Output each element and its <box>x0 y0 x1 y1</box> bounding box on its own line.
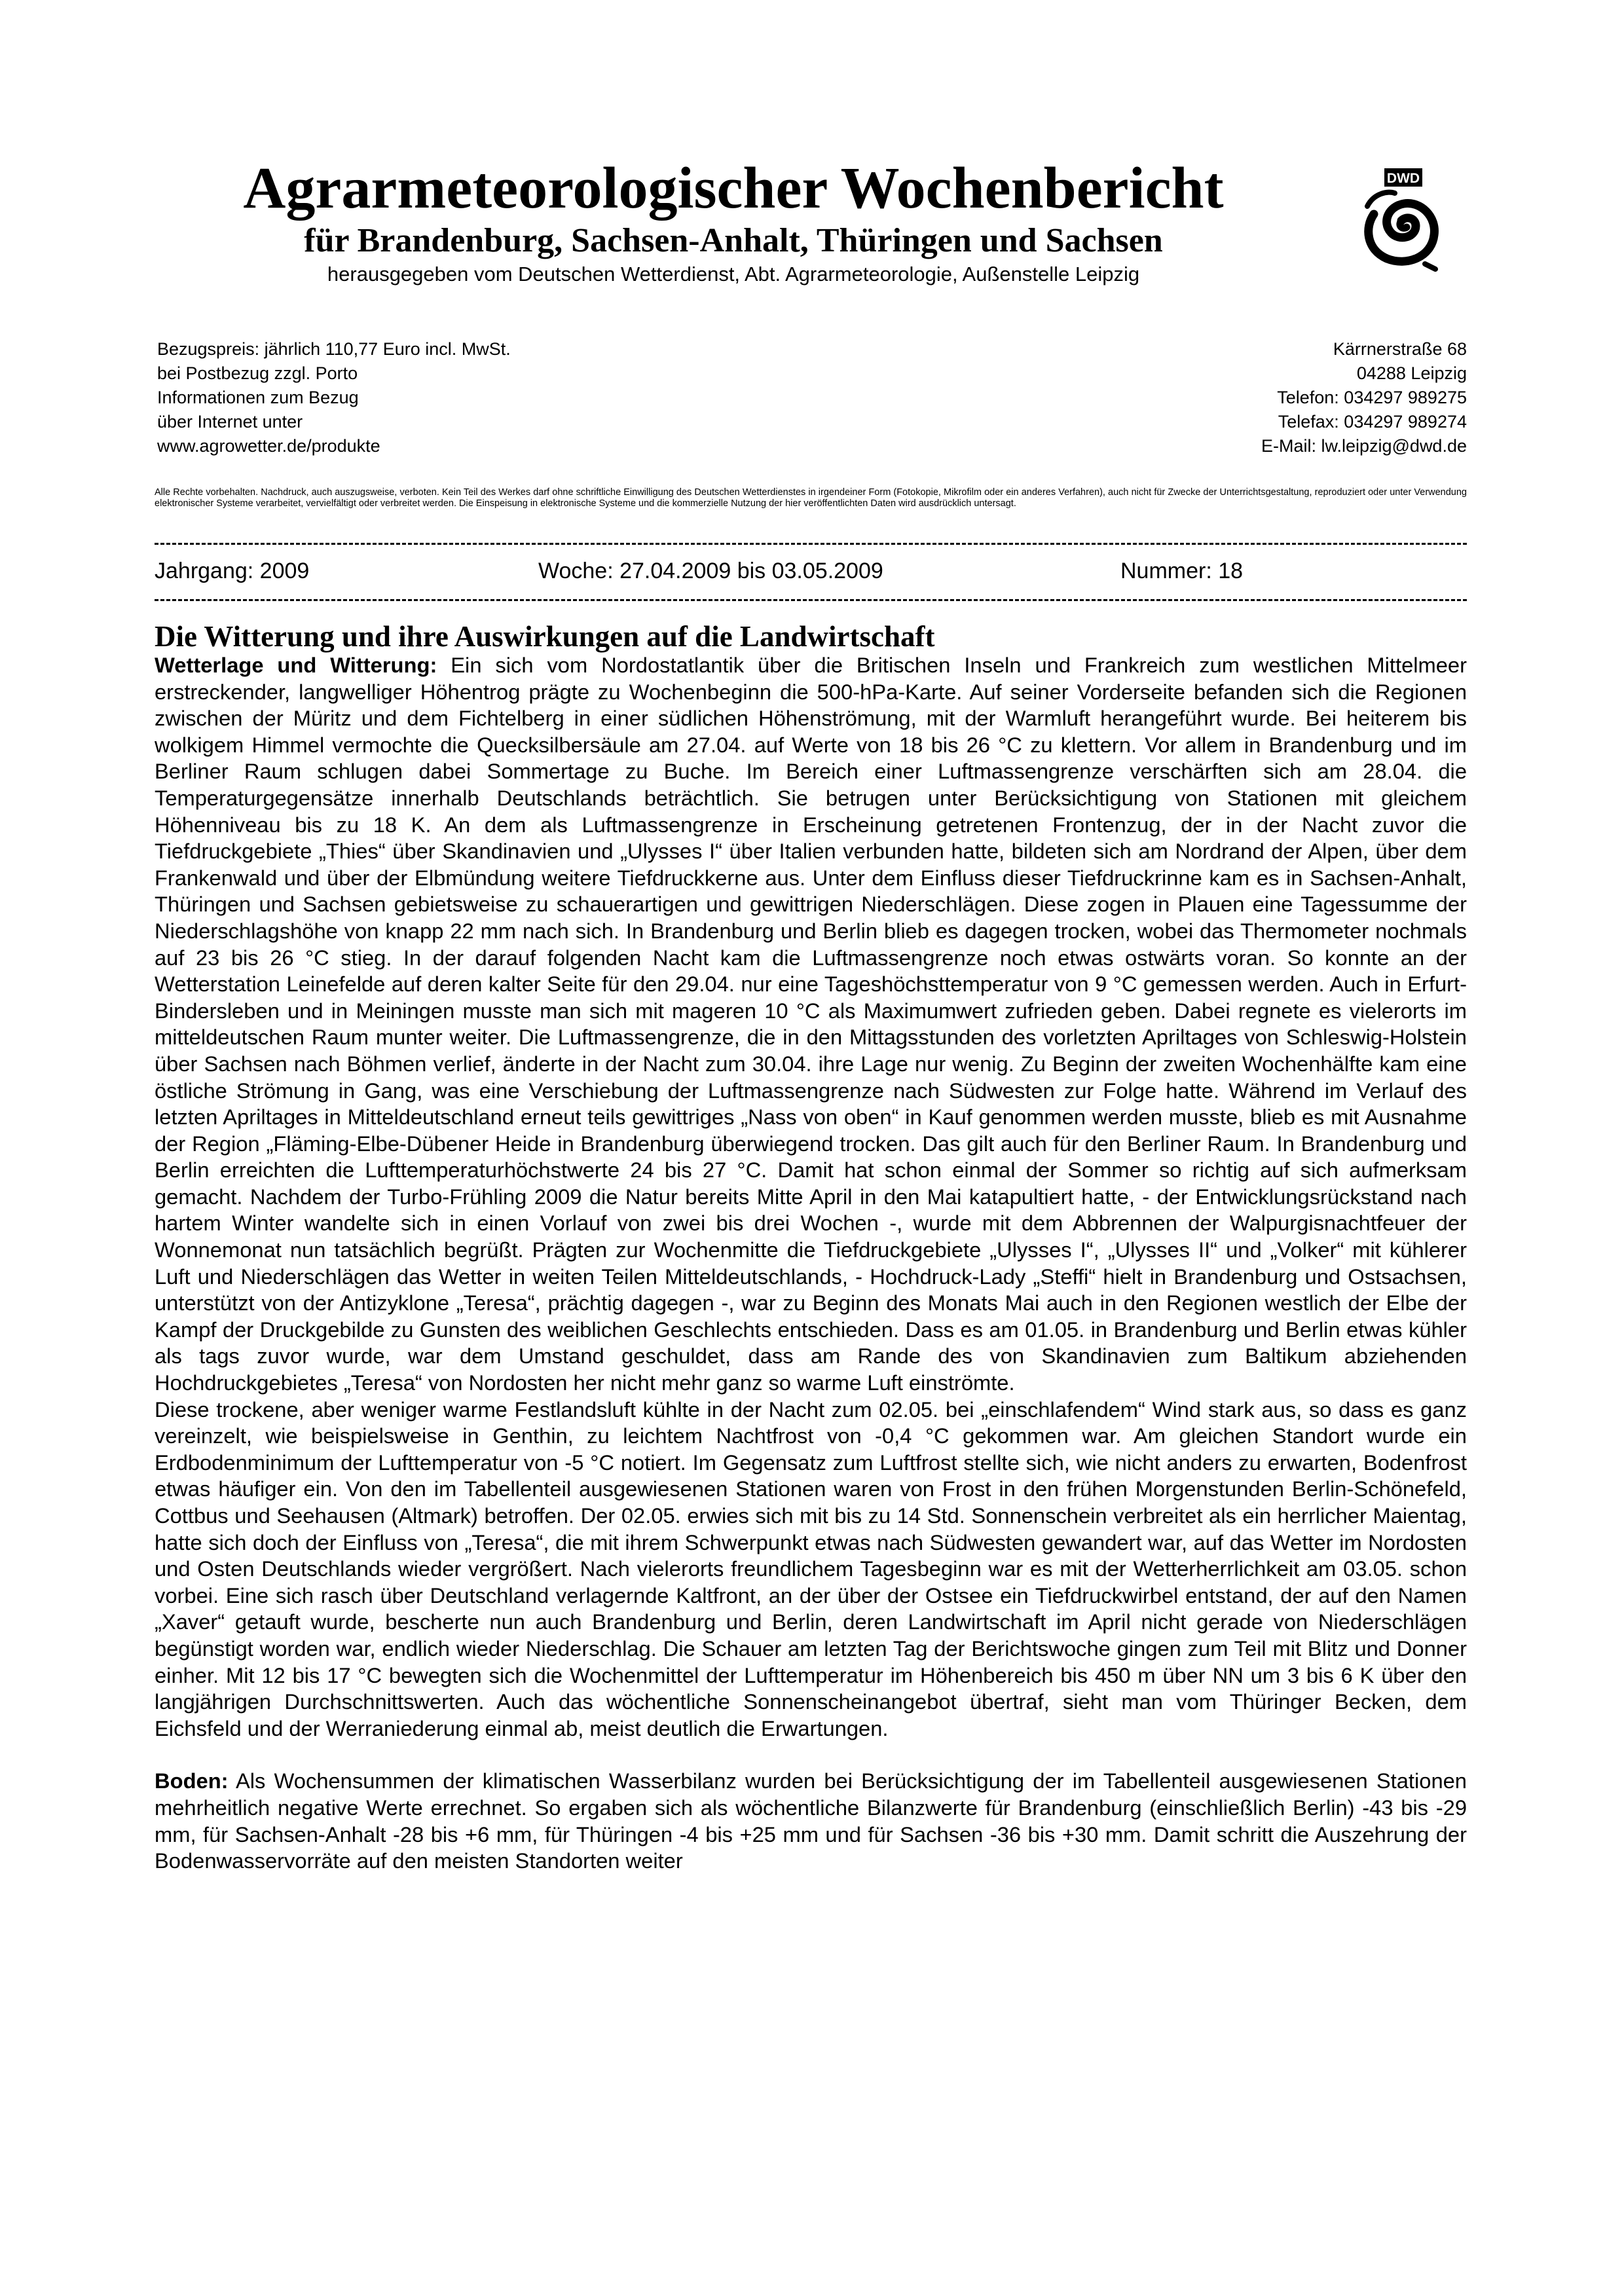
report-body <box>155 652 1467 1875</box>
info-url: www.agrowetter.de/produkte <box>157 436 380 456</box>
issue-year: Jahrgang: 2009 <box>155 559 310 583</box>
subscription-info <box>157 337 747 458</box>
info-internet: über Internet unter <box>157 412 303 431</box>
weather-label: Wetterlage und Witterung: <box>155 653 437 677</box>
soil-text: Als Wochensummen der klimatischen Wasserbilanz wurden bei Berücksichtigung der im Tabellenteil ausgewiesenen Stationen mehrheitlich negative Werte errechnet. So ergaben sich als wöchentliche Bilanzwerte für Brandenburg (einschließlich Berlin) -43 bis -29 mm, für Sachsen-Anhalt -28 bis +6 mm, für Thüringen -4 bis +25 mm und für Sachsen -36 bis +30 mm. Damit schritt die Auszehrung der Bodenwasservorräte auf den meisten Standorten weiter <box>155 1769 1467 1873</box>
contact-email: E-Mail: lw.leipzig@dwd.de <box>1261 436 1467 456</box>
issue-number: Nummer: 18 <box>1120 559 1244 583</box>
weather-text: Ein sich vom Nordostatlantik über die Britischen Inseln und Frankreich zum westlichen Mittelmeer erstreckender, langwelliger Höhentrog prägte zu Wochenbeginn die 500-hPa-Karte. Auf seiner Vorderseite befanden sich die Regionen zwischen der Müritz und dem Fichtelberg in einer südlichen Höhenströmung, mit der Warmluft herangeführt wurde. Bei heiterem bis wolkigem Himmel vermochte die Quecksilbersäule am 27.04. auf Werte von 18 bis 26 °C zu klettern. Vor allem in Brandenburg und im Berliner Raum schlugen dabei Sommertage zu Buche. Im Bereich einer Luftmassengrenze verschärften sich am 28.04. die Temperaturgegensätze innerhalb Deutschlands beträchtlich. Sie betrugen unter Berücksichtigung von Stationen mit gleichem Höhenniveau bis zu 18 K. An dem als Luftmassengrenze in Erscheinung getretenen Frontenzug, der in der Nacht zuvor die Tiefdruckgebiete „Thies“ über Skandinavien und „Ulysses I“ über Italien verbunden hatte, bildeten sich am Nordrand der Alpen, über dem Frankenwald und über der Elbmündung weitere Tiefdruckkerne aus. Unter dem Einfluss dieser Tiefdruckrinne kam es in Sachsen-Anhalt, Thüringen und Sachsen gebietsweise zu schauerartigen und gewittrigen Niederschlägen. Diese zogen in Plauen eine Tagessumme der Niederschlagshöhe von knapp 22 mm nach sich. In Brandenburg und Berlin blieb es dagegen trocken, wobei das Thermometer nochmals auf 23 bis 26 °C stieg. In der darauf folgenden Nacht kam die Luftmassengrenze noch etwas ostwärts voran. So konnte an der Wetterstation Leinefelde auf deren kalter Seite für den 29.04. nur eine Tageshöchsttemperatur von 9 °C gemessen werden. Auch in Erfurt-Bindersleben und in Meiningen musste man sich mit mageren 10 °C als Maximumwert zufrieden geben. Dabei regnete es vielerorts im mitteldeutschen Raum munter weiter. Die Luftmassengrenze, die in den Mittagsstunden des vorletzten Apriltages von Schleswig-Holstein über Sachsen nach Böhmen verlief, änderte in der Nacht zum 30.04. ihre Lage nur wenig. Zu Beginn der zweiten Wochenhälfte kam eine östliche Strömung in Gang, was eine Verschiebung der Luftmassengrenze nach Südwesten zur Folge hatte. Während im Verlauf des letzten Apriltages in Mitteldeutschland erneut teils gewittriges „Nass von oben“ in Kauf genommen werden musste, blieb es mit Ausnahme der Region „Fläming-Elbe-Dübener Heide in Brandenburg überwiegend trocken. Das gilt auch für den Berliner Raum. In Brandenburg und Berlin erreichten die Lufttemperaturhöchstwerte 24 bis 27 °C. Damit hat schon einmal der Sommer so richtig auf sich aufmerksam gemacht. Nachdem der Turbo-Frühling 2009 die Natur bereits Mitte April in den Mai katapultiert hatte, - der Entwicklungsrückstand nach hartem Winter wandelte sich in einen Vorlauf von zwei bis drei Wochen -, wurde mit dem Abbrennen der Walpurgisnachtfeuer der Wonnemonat nun tatsächlich begrüßt. Prägten zur Wochenmitte die Tiefdruckgebiete „Ulysses I“, „Ulysses II“ und „Volker“ mit kühlerer Luft und Niederschlägen das Wetter in weiten Teilen Mitteldeutschlands, - Hochdruck-Lady „Steffi“ hielt in Brandenburg und Ostsachsen, unterstützt von der Antizyklone „Teresa“, prächtig dagegen -, war zu Beginn des Monats Mai auch in den Regionen westlich der Elbe der Kampf der Druckgebilde zu Gunsten des weiblichen Geschlechts entschieden. Dass es am 01.05. in Brandenburg und Berlin etwas kühler als tags zuvor wurde, war dem Umstand geschuldet, dass am Rande des von Skandinavien zum Baltikum abziehenden Hochdruckgebietes „Teresa“ von Nordosten her nicht mehr ganz so warme Luft einströmte. <box>155 653 1467 1395</box>
report-title: Agrarmeteorologischer Wochenbericht <box>243 156 1224 221</box>
contact-street: Kärrnerstraße 68 <box>1333 339 1467 359</box>
soil-paragraph <box>155 1768 1467 1874</box>
divider-top <box>155 543 1467 545</box>
report-subtitle: für Brandenburg, Sachsen-Anhalt, Thüringen und Sachsen <box>304 222 1163 259</box>
info-postage: bei Postbezug zzgl. Porto <box>157 363 358 383</box>
weather-paragraph-2: Diese trockene, aber weniger warme Festlandsluft kühlte in der Nacht zum 02.05. bei „einschlafendem“ Wind stark aus, so dass es ganz vereinzelt, wie beispielsweise in Genthin, zu leichtem Nachtfrost von -0,4 °C gekommen war. Am gleichen Standort wurde ein Erdbodenminimum der Lufttemperatur von -5 °C notiert. Im Gegensatz zum Luftfrost stellte sich, wie nicht anders zu erwarten, Bodenfrost etwas häufiger ein. Von den im Tabellenteil ausgewiesenen Stationen waren von Frost in den frühen Morgenstunden Berlin-Schönefeld, Cottbus und Seehausen (Altmark) betroffen. Der 02.05. erwies sich mit bis zu 14 Std. Sonnenschein verbreitet als ein herrlicher Maientag, hatte sich doch der Einfluss von „Teresa“, die mit ihrem Schwerpunkt etwas nach Südwesten gewandert war, auf das Wetter im Nordosten und Osten Deutschlands wieder vergrößert. Nach vielerorts freundlichem Tagesbeginn war es mit der Wetterherrlichkeit am 03.05. schon vorbei. Eine sich rasch über Deutschland verlagernde Kaltfront, an der über der Ostsee ein Tiefdruckwirbel entstand, der auf den Namen „Xaver“ getauft wurde, bescherte nun auch Brandenburg und Berlin, deren Landwirtschaft im April nicht gerade von Niederschlägen begünstigt worden war, endlich wieder Niederschlag. Die Schauer am letzten Tag der Berichtswoche gingen zum Teil mit Blitz und Donner einher. Mit 12 bis 17 °C bewegten sich die Wochenmittel der Lufttemperatur im Höhenbereich bis 450 m über NN um 3 bis 6 K über den langjährigen Durchschnittswerten. Auch das wöchentliche Sonnenscheinangebot übertraf, sieht man vom Thüringer Becken, dem Eichsfeld und der Werraniederung einmal ab, meist deutlich die Erwartungen. <box>155 1397 1467 1740</box>
logo-text: DWD <box>1386 171 1420 186</box>
weather-paragraph <box>155 652 1467 1397</box>
soil-label: Boden: <box>155 1769 229 1793</box>
contact-info <box>877 337 1467 458</box>
contact-phone: Telefon: 034297 989275 <box>1277 388 1467 407</box>
section-title: Die Witterung und ihre Auswirkungen auf die Landwirtschaft <box>155 620 935 653</box>
contact-fax: Telefax: 034297 989274 <box>1278 412 1467 431</box>
issue-meta <box>155 557 1467 585</box>
issue-week: Woche: 27.04.2009 bis 03.05.2009 <box>538 559 883 583</box>
dwd-swirl-logo-icon <box>1356 167 1447 272</box>
info-price: Bezugspreis: jährlich 110,77 Euro incl. MwSt. <box>157 339 511 359</box>
divider-bottom <box>155 599 1467 601</box>
publisher-line: herausgegeben vom Deutschen Wetterdienst, Abt. Agrarmeteorologie, Außenstelle Leipzig <box>327 263 1140 285</box>
copyright-notice: Alle Rechte vorbehalten. Nachdruck, auch auszugsweise, verboten. Kein Teil des Werkes darf ohne schriftliche Einwilligung des Deutschen Wetterdienstes in irgendeiner Form (Fotokopie, Mikrofilm oder ein anderes Verfahren), auch nicht für Zwecke der Unterrichtsgestaltung, reproduziert oder unter Verwendung elektronischer Systeme verarbeitet, vervielfältigt oder verbreitet werden. Die Einspeisung in elektronische Systeme und die kommerzielle Nutzung der hier veröffentlichten Daten wird ausdrücklich untersagt. <box>155 487 1467 509</box>
contact-city: 04288 Leipzig <box>1356 363 1467 383</box>
dwd-logo <box>1356 167 1447 272</box>
info-subscription: Informationen zum Bezug <box>157 388 359 407</box>
